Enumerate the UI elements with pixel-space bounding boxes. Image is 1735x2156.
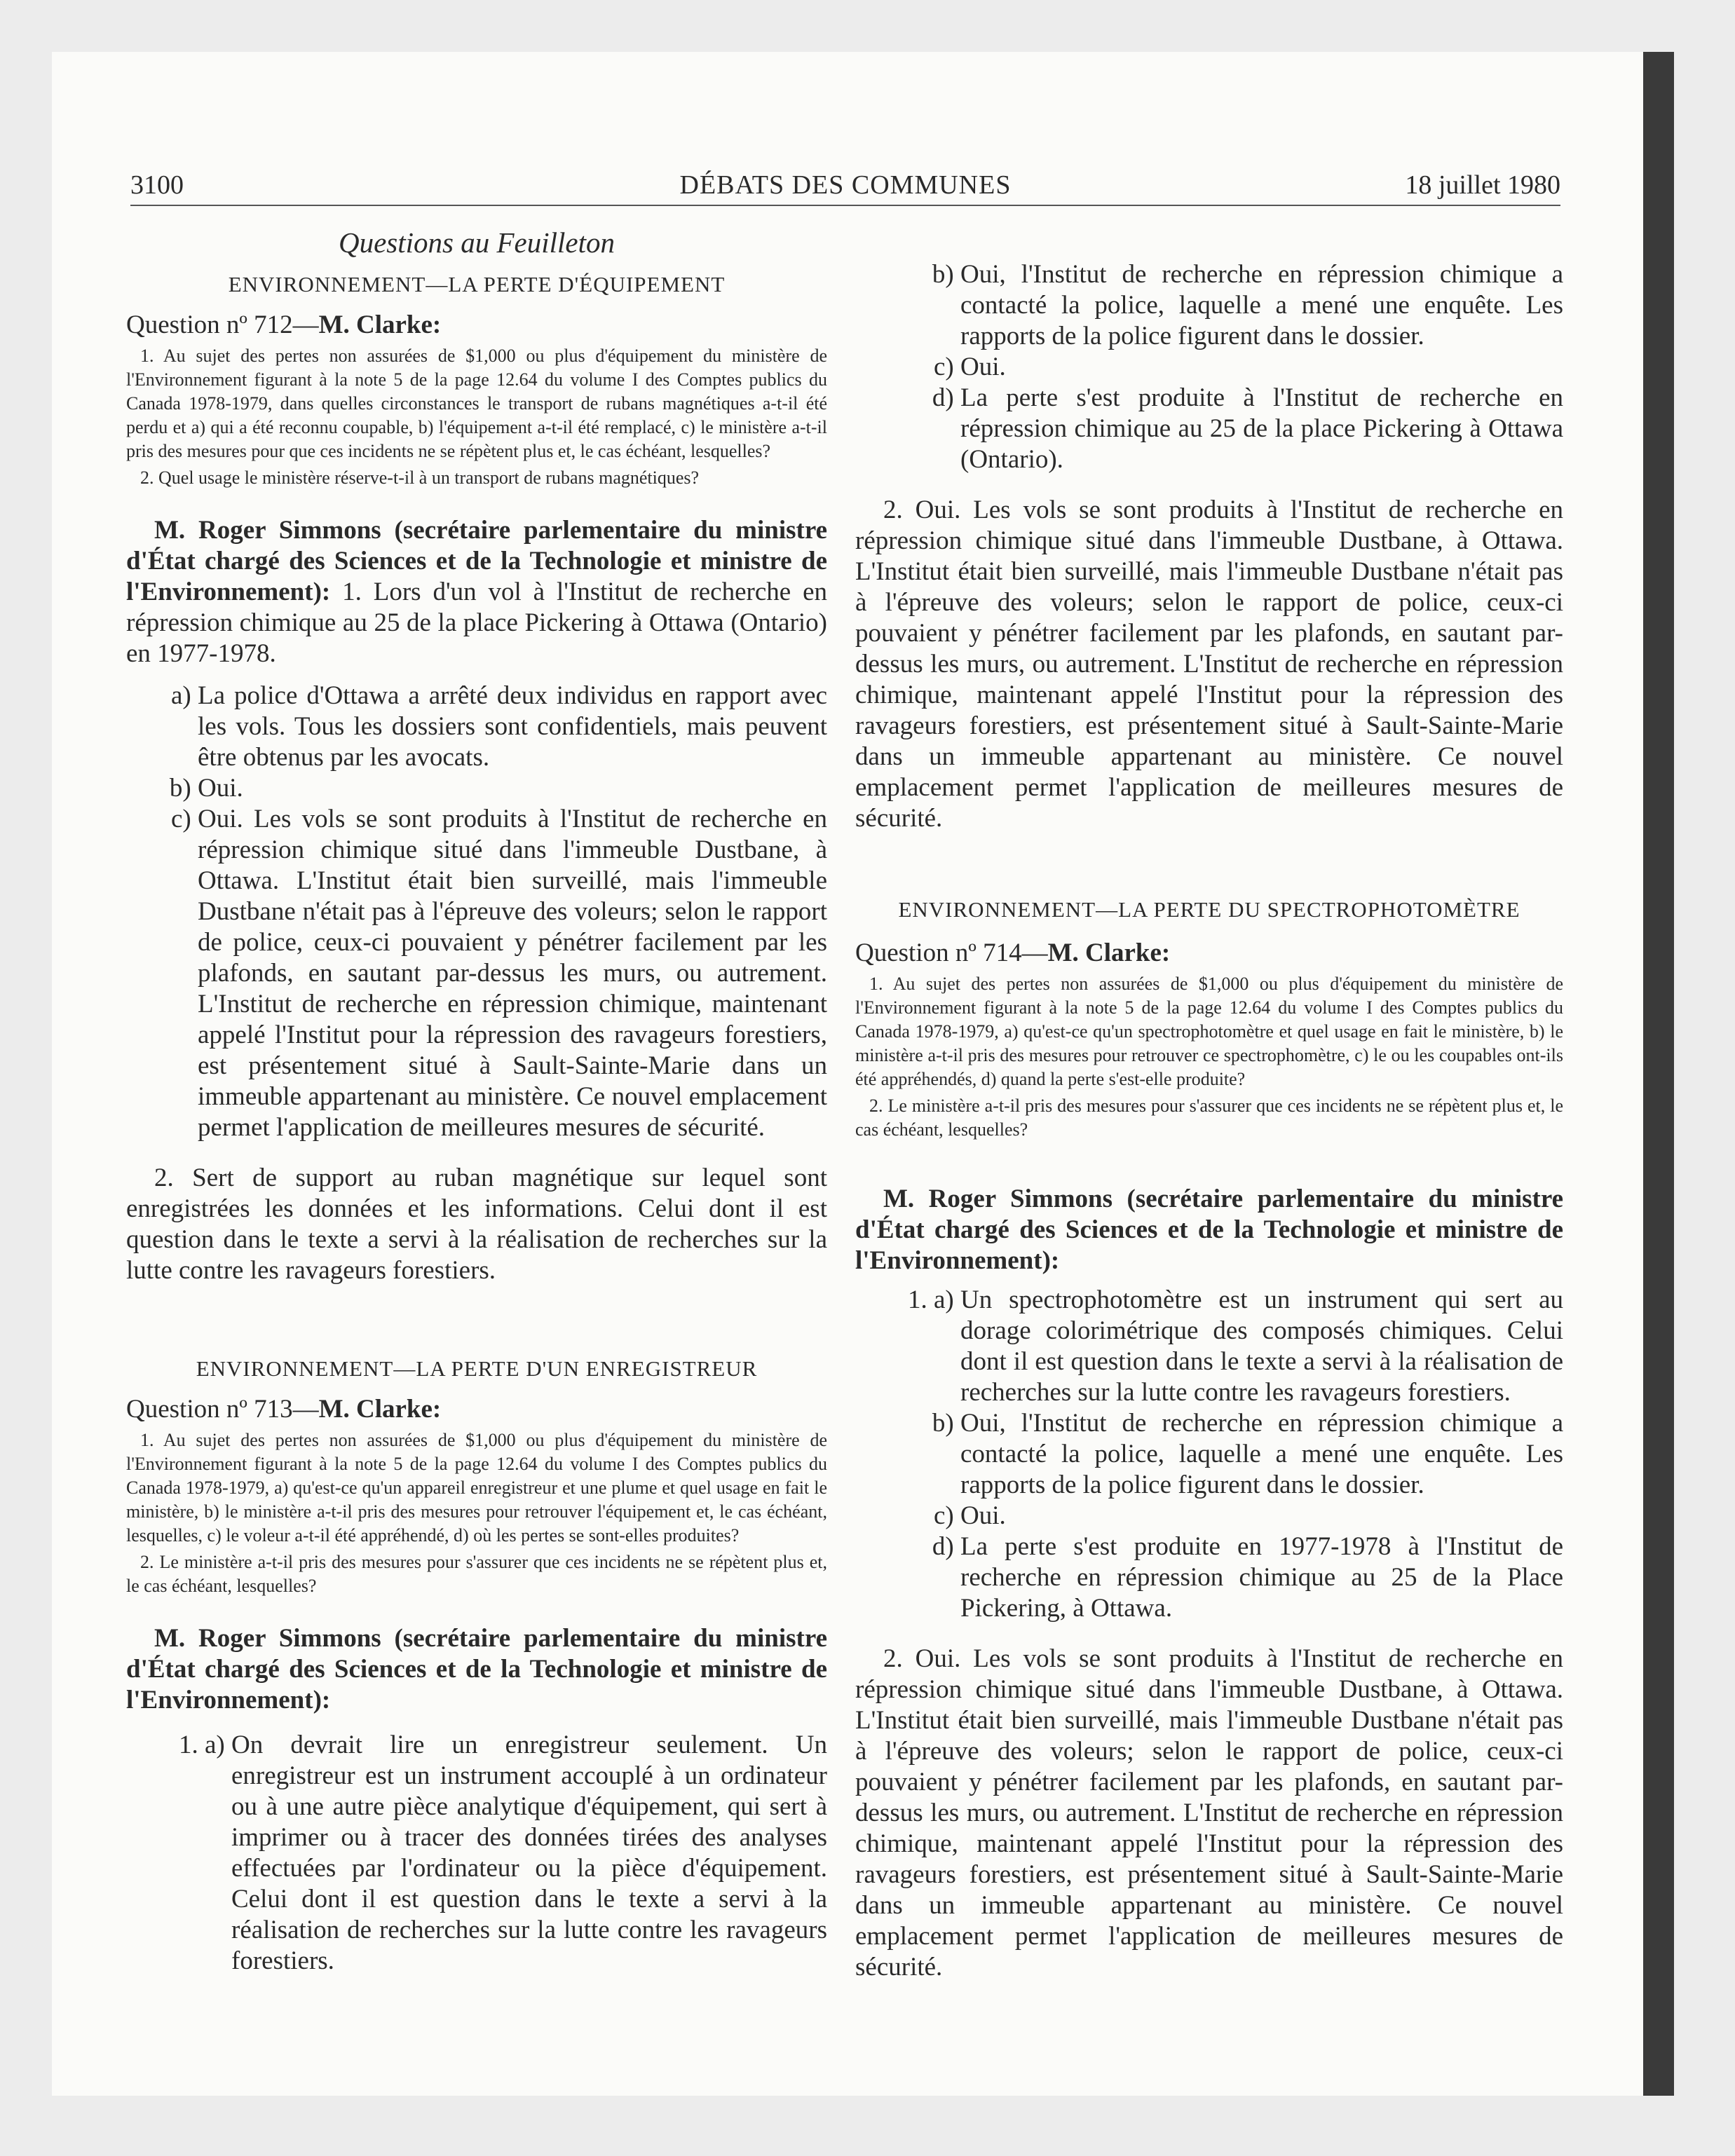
scan-edge-bar [1643, 52, 1674, 2096]
item-label: c) [934, 1501, 960, 1530]
left-column [126, 210, 827, 1977]
question-text-1: 1. Au sujet des pertes non assurées de $1,000 ou plus d'équipement du ministère de l'Environnement figurant à la note 5 de la page 12.64 du volume I des Comptes publics du Canada 1978-1979, a) qu'est-ce qu'un appareil enregistreur et une plume et quel usage en fait le ministère, b) le ministère a-t-il pris des mesures pour retrouver l'équipement et, le cas échéant, lesquelles, c) le voleur a-t-il été appréhendé, d) où les pertes se sont-elles produites? [126, 1430, 827, 1546]
question-text-2: 2. Le ministère a-t-il pris des mesures pour s'assurer que ces incidents ne se répètent plus et, le cas échéant, lesquelles? [855, 1096, 1563, 1140]
answer-item-a [126, 681, 827, 773]
answer-intro [126, 1623, 827, 1716]
answer-intro [126, 515, 827, 669]
question-text-1: 1. Au sujet des pertes non assurées de $1,000 ou plus d'équipement du ministère de l'Environnement figurant à la note 5 de la page 12.64 du volume I des Comptes publics du Canada 1978-1979, dans quelles circonstances le transport de rubans magnétiques a-t-il été perdu et a) qui a été reconnu coupable, b) l'équipement a-t-il été remplacé, c) le ministère a-t-il pris des mesures pour que ces incidents ne se répètent plus et, le cas échéant, lesquelles? [126, 346, 827, 461]
speaker-name: M. Roger Simmons (secrétaire parlementaire du ministre d'État chargé des Sciences et de la Technologie et ministre de l'Environnement): [126, 516, 827, 606]
item-text: On devrait lire un enregistreur seulement. Un enregistreur est un instrument accouplé à un ordinateur ou à une autre pièce analytique d'équipement, qui sert à imprimer ou à tracer des données tirées des analyses effectuées par l'ordinateur ou la pièce d'équipement. Celui dont il est question dans le texte a servi à la réalisation de recherches sur la lutte contre les ravageurs forestiers. [231, 1731, 827, 1975]
item-text: Oui. Les vols se sont produits à l'Institut de recherche en répression chimique situé dans l'immeuble Dustbane, à Ottawa. L'Institut était bien surveillé, mais l'immeuble Dustbane n'était pas à l'épreuve des voleurs; selon le rapport de police, ceux-ci pouvaient y pénétrer facilement par les plafonds, en sautant par-dessus les murs, ou autrement. L'Institut de recherche en répression chimique, maintenant appelé l'Institut pour la répression des ravageurs forestiers, est présentement situé à Sault-Sainte-Marie dans un immeuble appartenant au ministère. Ce nouvel emplacement permet l'application de meilleures mesures de sécurité. [198, 805, 827, 1142]
section-title-712: ENVIRONNEMENT—LA PERTE D'ÉQUIPEMENT [228, 272, 726, 296]
answer-item-c [126, 804, 827, 1143]
section-title-713: ENVIRONNEMENT—LA PERTE D'UN ENREGISTREUR [196, 1356, 758, 1381]
speaker-name: M. Roger Simmons (secrétaire parlementaire du ministre d'État chargé des Sciences et de la Technologie et ministre de l'Environnement): [126, 1624, 827, 1714]
answer-item-d [855, 383, 1563, 475]
question-author: M. Clarke: [318, 1395, 442, 1424]
answer-item-1a [126, 1730, 827, 1977]
answer-item-c [855, 352, 1563, 383]
answer-item-b [855, 259, 1563, 352]
item-label: d) [932, 1532, 960, 1561]
item-label: b) [932, 1409, 960, 1438]
item-label: a) [171, 681, 198, 710]
question-heading-713 [126, 1394, 827, 1424]
item-text: La perte s'est produite à l'Institut de recherche en répression chimique au 25 de la place Pickering à Ottawa (Ontario). [960, 383, 1563, 474]
question-number: Question nº 713— [126, 1395, 319, 1424]
item-text: Oui. [960, 353, 1006, 381]
question-heading-712 [126, 310, 827, 340]
item-text: Oui, l'Institut de recherche en répression chimique a contacté la police, laquelle a mené une enquête. Les rapports de la police figurent dans le dossier. [960, 1409, 1563, 1499]
question-number: Question nº 714— [855, 939, 1048, 967]
question-heading-714 [855, 938, 1563, 968]
item-label: b) [932, 260, 960, 289]
answer-2: 2. Oui. Les vols se sont produits à l'Institut de recherche en répression chimique situé dans l'immeuble Dustbane, à Ottawa. L'Institut était bien surveillé, mais l'immeuble Dustbane n'était pas à l'épreuve des voleurs; selon le rapport de police, ceux-ci pouvaient y pénétrer facilement par les plafonds, en sautant par-dessus les murs, ou autrement. L'Institut de recherche en répression chimique, maintenant appelé l'Institut pour la répression des ravageurs forestiers, est présentement situé à Sault-Sainte-Marie dans un immeuble appartenant au ministère. Ce nouvel emplacement permet l'application de meilleures mesures de sécurité. [855, 496, 1563, 833]
item-text: La police d'Ottawa a arrêté deux individus en rapport avec les vols. Tous les dossiers sont confidentiels, mais peuvent être obtenus par les avocats. [198, 681, 827, 772]
item-text: La perte s'est produite en 1977-1978 à l'Institut de recherche en répression chimique au 25 de la Place Pickering, à Ottawa. [960, 1532, 1563, 1623]
answer-item-c [855, 1501, 1563, 1531]
page-date: 18 juillet 1980 [1405, 170, 1560, 200]
answer-item-b [855, 1408, 1563, 1501]
feuilleton-title: Questions au Feuilleton [338, 226, 615, 259]
item-label: c) [934, 353, 960, 381]
question-number: Question nº 712— [126, 311, 319, 339]
page-header [130, 165, 1560, 206]
answer-item-b [126, 773, 827, 804]
question-text-1: 1. Au sujet des pertes non assurées de $1,000 ou plus d'équipement du ministère de l'Environnement figurant à la note 5 de la page 12.64 du volume I des Comptes publics du Canada 1978-1979, a) qu'est-ce qu'un spectrophotomètre et quel usage en fait le ministère, b) le ministère a-t-il pris des mesures pour retrouver ce spectrophomètre, c) le ou les coupables ont-ils été appréhendés, d) quand la perte s'est-elle produite? [855, 974, 1563, 1089]
item-label: b) [169, 774, 198, 803]
question-text-2: 2. Quel usage le ministère réserve-t-il à un transport de rubans magnétiques? [140, 468, 700, 488]
section-title-714: ENVIRONNEMENT—LA PERTE DU SPECTROPHOTOMÈTRE [898, 897, 1520, 922]
question-author: M. Clarke: [318, 311, 442, 339]
answer-item-d [855, 1531, 1563, 1624]
answer-text: 1. Lors d'un vol à l'Institut de recherche en répression chimique au 25 de la place Pickering à Ottawa (Ontario) en 1977-1978. [126, 578, 827, 668]
journal-title: DÉBATS DES COMMUNES [679, 170, 1012, 200]
item-text: Oui. [960, 1501, 1006, 1530]
answer-2: 2. Sert de support au ruban magnétique sur lequel sont enregistrées les données et les informations. Celui dont il est question dans le texte a servi à la réalisation de recherches sur la lutte contre les ravageurs forestiers. [126, 1164, 827, 1285]
question-author: M. Clarke: [1047, 939, 1171, 967]
item-text: Un spectrophotomètre est un instrument qui sert au dorage colorimétrique des composés chimiques. Celui dont il est question dans le texte a servi à la réalisation de recherches sur la lutte contre les ravageurs forestiers. [960, 1285, 1563, 1407]
item-label: d) [932, 383, 960, 412]
answer-item-1a [855, 1285, 1563, 1408]
page-number: 3100 [130, 170, 184, 200]
answer-2: 2. Oui. Les vols se sont produits à l'Institut de recherche en répression chimique situé dans l'immeuble Dustbane, à Ottawa. L'Institut était bien surveillé, mais l'immeuble Dustbane n'était pas à l'épreuve des voleurs; selon le rapport de police, ceux-ci pouvaient y pénétrer facilement par les plafonds, en sautant par-dessus les murs, ou autrement. L'Institut de recherche en répression chimique, maintenant appelé l'Institut pour la répression des ravageurs forestiers, est présentement situé à Sault-Sainte-Marie dans un immeuble appartenant au ministère. Ce nouvel emplacement permet l'application de meilleures mesures de sécurité. [855, 1644, 1563, 1981]
speaker-name: M. Roger Simmons (secrétaire parlementaire du ministre d'État chargé des Sciences et de la Technologie et ministre de l'Environnement): [855, 1185, 1563, 1275]
item-label: c) [171, 805, 198, 833]
right-column [855, 259, 1563, 1983]
item-label: 1. a) [179, 1731, 231, 1759]
item-label: 1. a) [908, 1285, 960, 1314]
answer-intro [855, 1184, 1563, 1276]
item-text: Oui. [198, 774, 243, 803]
question-text-2: 2. Le ministère a-t-il pris des mesures pour s'assurer que ces incidents ne se répètent plus et, le cas échéant, lesquelles? [126, 1552, 827, 1596]
item-text: Oui, l'Institut de recherche en répression chimique a contacté la police, laquelle a mené une enquête. Les rapports de la police figurent dans le dossier. [960, 260, 1563, 350]
